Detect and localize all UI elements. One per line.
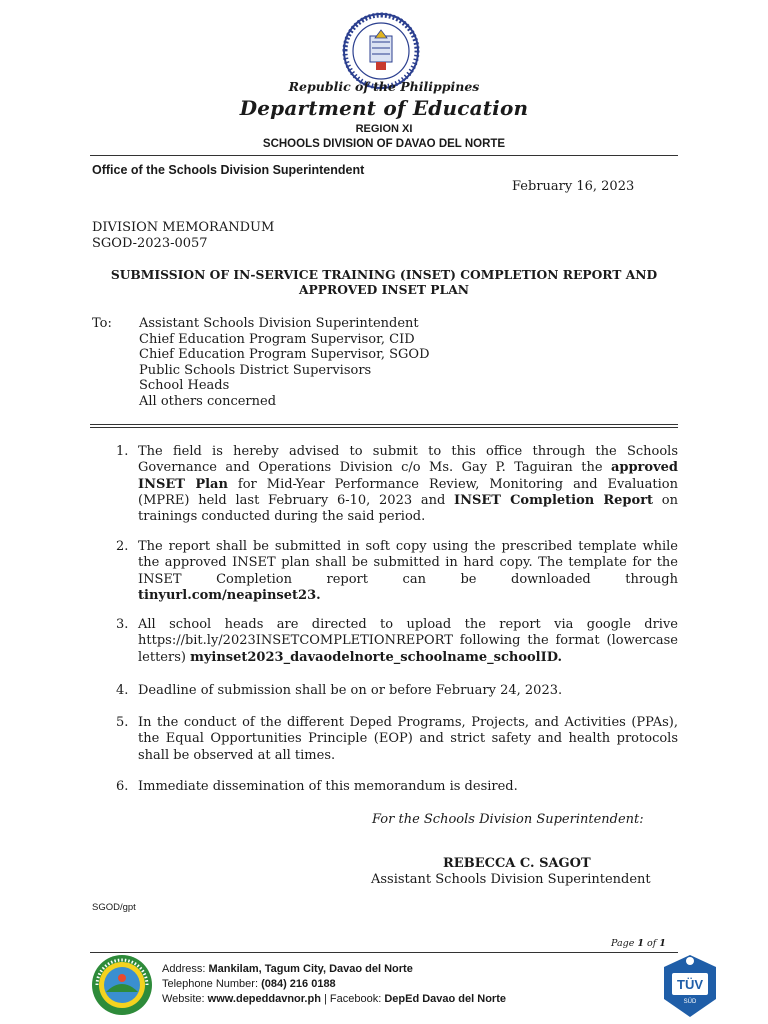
memo-item-1: 1. The field is hereby advised to submit to this office through the Schools Governance and Operations Division c/o Ms. Gay P. Taguiran the approved INSET Plan for Mid-Year Performance Review, Monitoring and Evaluation (MPRE) held last February 6-10, 2023 and INSET Completion Report on trainings conducted during the said period. (116, 444, 678, 525)
memo-number: SGOD-2023-0057 (92, 236, 208, 251)
footer-website: Website: www.depeddavnor.ph | Facebook: DepEd Davao del Norte (162, 993, 506, 1005)
page-number: Page 1 of 1 (611, 938, 666, 949)
memo-type: DIVISION MEMORANDUM (92, 220, 275, 235)
memo-subject (92, 267, 676, 297)
office-line: Office of the Schools Division Superintendent (92, 163, 365, 177)
recipient: Public Schools District Supervisors (139, 362, 372, 378)
department-heading: Department of Education (239, 96, 529, 120)
recipient: Chief Education Program Supervisor, CID (139, 331, 415, 347)
recipient: Assistant Schools Division Superintendent (139, 316, 419, 331)
svg-text:SÜD: SÜD (683, 999, 697, 1005)
recipient-list (139, 316, 430, 410)
subject-line-1: SUBMISSION OF IN-SERVICE TRAINING (INSET) COMPLETION REPORT AND (110, 267, 658, 282)
tuv-certification-logo-icon (660, 953, 720, 1019)
memo-item-4: 4. Deadline of submission shall be on or before February 24, 2023. (116, 683, 563, 698)
svg-text:TÜV: TÜV (677, 977, 703, 992)
body-divider (90, 427, 678, 428)
memo-date: February 16, 2023 (512, 179, 635, 194)
recipient: Chief Education Program Supervisor, SGOD (139, 347, 430, 363)
recipient: All others concerned (139, 393, 277, 409)
footer-phone: Telephone Number: (084) 216 0188 (162, 978, 336, 990)
footer-address: Address: Mankilam, Tagum City, Davao del Norte (162, 963, 413, 975)
memo-item-3: 3. All school heads are directed to upload the report via google drive https://bit.ly/2023INSETCOMPLETIONREPORT following the format (lowercase letters) myinset2023_davaodelnorte_schoolname_schoolID. (116, 617, 678, 665)
division-heading: SCHOOLS DIVISION OF DAVAO DEL NORTE (262, 138, 506, 150)
header-divider (90, 155, 678, 156)
website-link[interactable]: www.depeddavnor.ph (207, 993, 321, 1005)
republic-heading: Republic of the Philippines (288, 79, 480, 94)
memo-item-2: 2. The report shall be submitted in soft copy using the prescribed template while the approved INSET plan shall be submitted in hard copy. The template for the INSET Completion report can be downloaded through tinyurl.com/neapinset23. (116, 539, 678, 603)
to-label: To: (92, 316, 112, 331)
memo-item-5: 5. In the conduct of the different Deped Programs, Projects, and Activities (PPAs), the Equal Opportunities Principle (EOP) and strict safety and health protocols shall be observed at all times. (116, 715, 678, 763)
facebook-link[interactable]: DepEd Davao del Norte (384, 993, 506, 1005)
region-heading: REGION XI (355, 123, 413, 135)
body-divider (90, 424, 678, 425)
division-logo-icon (91, 954, 153, 1016)
signer-title: Assistant Schools Division Superintendent (371, 872, 651, 887)
subject-line-2: APPROVED INSET PLAN (299, 282, 469, 297)
memo-item-6: 6. Immediate dissemination of this memorandum is desired. (116, 779, 518, 794)
footer-divider (90, 952, 678, 953)
closing-line: For the Schools Division Superintendent: (372, 812, 644, 827)
reference-initials: SGOD/gpt (92, 902, 136, 913)
recipient: School Heads (139, 378, 230, 394)
signer-name: REBECCA C. SAGOT (443, 856, 591, 871)
